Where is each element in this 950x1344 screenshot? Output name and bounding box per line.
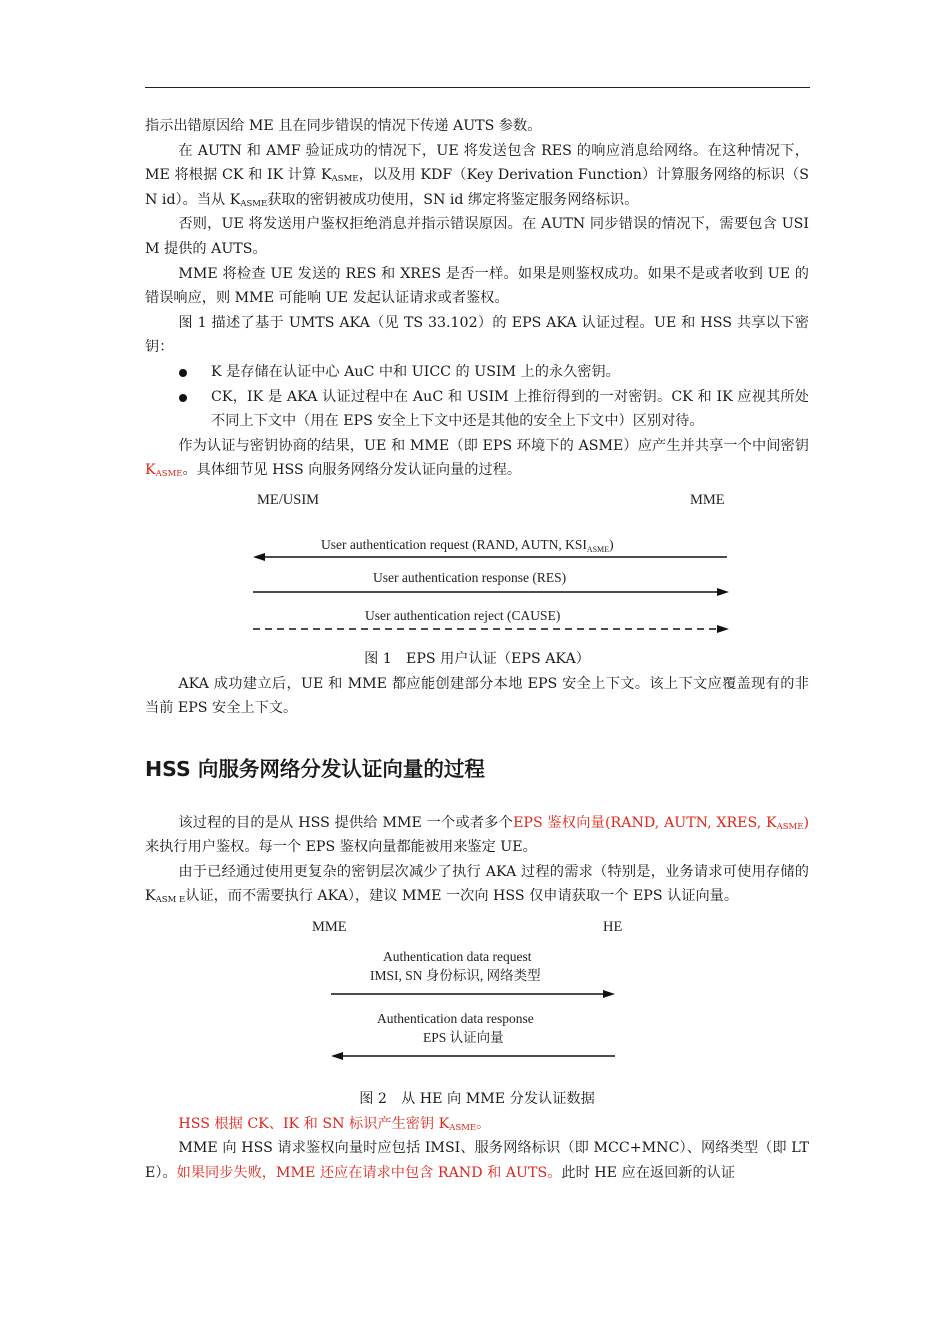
figure-2-caption: 图 2 从 HE 向 MME 分发认证数据 <box>359 1091 595 1108</box>
fig1-left-entity: ME/USIM <box>257 491 320 508</box>
arrow-left-icon <box>331 1052 343 1060</box>
figure-1-sequence-diagram <box>145 483 809 643</box>
fig1-msg-request: User authentication request (RAND, AUTN, $KSI_{ASME}$) <box>321 536 614 554</box>
figure-1-caption: 图 1 EPS 用户认证（EPS AKA） <box>364 650 590 667</box>
arrow-right-icon <box>603 990 615 998</box>
fig2-msg-response-params: EPS 认证向量 <box>423 1030 504 1046</box>
paragraph: AKA 成功建立后，UE 和 MME 都应能创建部分本地 EPS 安全上下文。该上下文应覆盖现有的非当前 EPS 安全上下文。 <box>145 675 809 717</box>
bullet-icon <box>179 369 187 377</box>
document-body <box>145 114 809 1185</box>
bullet-item: CK，IK 是 AKA 认证过程中在 AuC 和 USIM 上推衍得到的一对密钥。CK 和 IK 应视其所处不同上下文中（用在 EPS 安全上下文中还是其他的安全上下文中）区别对待。 <box>145 385 809 434</box>
paragraph: MME 将检查 UE 发送的 RES 和 XRES 是否一样。如果是则鉴权成功。如果不是或者收到 UE 的错误响应，则 MME 可能响 UE 发起认证请求或者鉴权。 <box>145 265 809 307</box>
paragraph: 由于已经通过使用更复杂的密钥层次减少了执行 AKA 过程的需求（特别是，业务请求可使用存储的 $K_{ASM E}$认证，而不需要执行 AKA），建议 MME 一次向 HSS 仅申请获取一个 EPS 认证向量。 <box>145 863 809 906</box>
fig2-right-entity: HE <box>603 919 623 936</box>
bullet-item: K 是存储在认证中心 AuC 中和 UICC 的 USIM 上的永久密钥。 <box>145 360 809 385</box>
fig1-right-entity: MME <box>690 491 725 508</box>
bullet-icon <box>179 394 187 402</box>
paragraph: 否则，UE 将发送用户鉴权拒绝消息并指示错误原因。在 AUTN 同步错误的情况下，需要包含 USIM 提供的 AUTS。 <box>145 216 809 257</box>
paragraph: 该过程的目的是从 HSS 提供给 MME 一个或者多个EPS 鉴权向量(RAND, AUTN, XRES, $K_{ASME}$)来执行用户鉴权。每一个 EPS 鉴权向量都能被用来鉴定 UE。 <box>145 814 810 856</box>
paragraph: 在 AUTN 和 AMF 验证成功的情况下，UE 将发送包含 RES 的响应消息给网络。在这种情况下，ME 将根据 CK 和 IK 计算 $K_{ASME}$，以及用 KDF（Key Derivation Function）计算服务网络的标识（SN id）。当从 $K_{ASME}$获取的密钥被成功使用，SN id 绑定将鉴定服务网络标识。 <box>145 142 809 209</box>
paragraph: 指示出错原因给 ME 且在同步错误的情况下传递 AUTS 参数。 <box>145 118 542 134</box>
fig2-left-entity: MME <box>312 919 347 936</box>
paragraph: 图 1 描述了基于 UMTS AKA（见 TS 33.102）的 EPS AKA 认证过程。UE 和 HSS 共享以下密钥： <box>145 314 809 356</box>
fig2-msg-request: Authentication data request <box>383 949 532 965</box>
fig1-msg-response: User authentication response (RES) <box>373 569 567 585</box>
header-rule <box>145 87 810 88</box>
arrow-left-icon <box>253 553 265 561</box>
arrow-right-icon <box>717 588 729 596</box>
arrow-right-icon <box>717 625 729 633</box>
paragraph: MME 向 HSS 请求鉴权向量时应包括 IMSI、服务网络标识（即 MCC+MNC）、网络类型（即 LTE）。如果同步失败，MME 还应在请求中包含 RAND 和 AUTS。此时 HE 应在返回新的认证 <box>145 1140 809 1181</box>
figure-2-sequence-diagram <box>145 909 809 1089</box>
fig2-msg-request-params: IMSI, SN 身份标识, 网络类型 <box>370 968 541 984</box>
paragraph: 作为认证与密钥协商的结果，UE 和 MME（即 EPS 环境下的 ASME）应产生并共享一个中间密钥 $K_{ASME}$。具体细节见 HSS 向服务网络分发认证向量的过程。 <box>145 437 809 480</box>
fig2-msg-response: Authentication data response <box>377 1011 534 1027</box>
section-heading: HSS 向服务网络分发认证向量的过程 <box>145 756 485 781</box>
fig1-msg-reject: User authentication reject (CAUSE) <box>365 607 561 623</box>
paragraph-highlight: HSS 根据 CK、IK 和 SN 标识产生密钥 $K_{ASME}$。 <box>178 1115 491 1133</box>
